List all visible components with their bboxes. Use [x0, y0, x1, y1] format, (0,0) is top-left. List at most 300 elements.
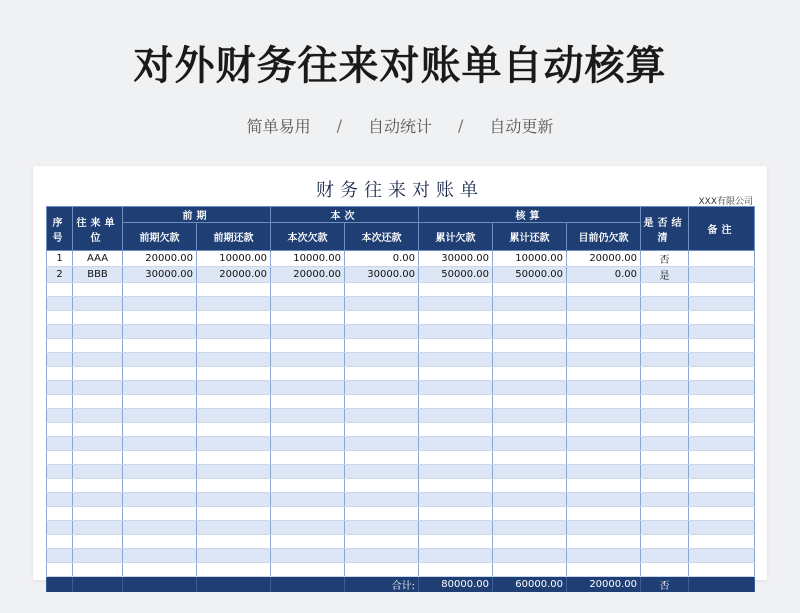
cell-outstanding[interactable] — [567, 437, 641, 451]
cell-current-repay[interactable]: 30000.00 — [345, 267, 419, 283]
cell-prior-debt[interactable]: 20000.00 — [123, 251, 197, 267]
cell-remark[interactable] — [689, 251, 755, 267]
cell-prior-debt[interactable] — [123, 395, 197, 409]
col-header-total-debt[interactable]: 累计欠款 — [419, 223, 493, 251]
cell-current-debt[interactable] — [271, 479, 345, 493]
cell-seq[interactable] — [47, 325, 73, 339]
cell-seq[interactable] — [47, 493, 73, 507]
cell-remark[interactable] — [689, 451, 755, 465]
cell-prior-repay[interactable] — [197, 423, 271, 437]
cell-current-debt[interactable] — [271, 493, 345, 507]
cell-seq[interactable] — [47, 423, 73, 437]
cell-seq[interactable] — [47, 521, 73, 535]
cell-prior-debt[interactable] — [123, 535, 197, 549]
cell-seq[interactable] — [47, 535, 73, 549]
cell-prior-repay[interactable] — [197, 535, 271, 549]
cell-prior-repay[interactable] — [197, 353, 271, 367]
table-row-empty[interactable] — [47, 311, 755, 325]
cell-unit[interactable] — [73, 423, 123, 437]
cell-outstanding[interactable] — [567, 311, 641, 325]
cell-unit[interactable]: BBB — [73, 267, 123, 283]
cell-unit[interactable] — [73, 325, 123, 339]
table-row-empty[interactable] — [47, 535, 755, 549]
cell-total-repay[interactable] — [493, 283, 567, 297]
cell-total-debt[interactable] — [419, 535, 493, 549]
table-row-empty[interactable] — [47, 381, 755, 395]
cell-total-repay[interactable] — [493, 563, 567, 577]
cell-total-repay[interactable] — [493, 367, 567, 381]
cell-total-repay[interactable]: 10000.00 — [493, 251, 567, 267]
cell-total-repay[interactable] — [493, 395, 567, 409]
table-row-empty[interactable] — [47, 493, 755, 507]
cell-unit[interactable] — [73, 395, 123, 409]
cell-total-debt[interactable]: 50000.00 — [419, 267, 493, 283]
cell-seq[interactable] — [47, 409, 73, 423]
cell-remark[interactable] — [689, 521, 755, 535]
cell-total-repay[interactable] — [493, 353, 567, 367]
table-row-empty[interactable] — [47, 367, 755, 381]
cell-remark[interactable] — [689, 311, 755, 325]
cell-seq[interactable]: 2 — [47, 267, 73, 283]
cell-total-repay[interactable] — [493, 339, 567, 353]
table-row-empty[interactable] — [47, 549, 755, 563]
cell-settled[interactable] — [641, 437, 689, 451]
cell-outstanding[interactable]: 20000.00 — [567, 251, 641, 267]
cell-settled[interactable] — [641, 521, 689, 535]
cell-current-repay[interactable] — [345, 311, 419, 325]
cell-current-debt[interactable] — [271, 297, 345, 311]
cell-total-debt[interactable] — [419, 297, 493, 311]
cell-prior-debt[interactable] — [123, 283, 197, 297]
cell-prior-repay[interactable] — [197, 437, 271, 451]
cell-seq[interactable] — [47, 479, 73, 493]
separator: / — [458, 116, 464, 135]
cell-unit[interactable] — [73, 465, 123, 479]
cell-prior-debt[interactable] — [123, 339, 197, 353]
cell-current-repay[interactable] — [345, 451, 419, 465]
cell-total-repay[interactable] — [493, 465, 567, 479]
cell-total-repay[interactable] — [493, 325, 567, 339]
cell-prior-debt[interactable]: 30000.00 — [123, 267, 197, 283]
cell-settled[interactable] — [641, 479, 689, 493]
cell-outstanding[interactable] — [567, 521, 641, 535]
cell-current-debt[interactable]: 20000.00 — [271, 267, 345, 283]
cell-seq[interactable] — [47, 311, 73, 325]
cell-unit[interactable] — [73, 283, 123, 297]
cell-settled[interactable] — [641, 395, 689, 409]
cell-remark[interactable] — [689, 479, 755, 493]
cell-outstanding[interactable] — [567, 563, 641, 577]
cell-current-repay[interactable] — [345, 381, 419, 395]
cell-remark[interactable] — [689, 367, 755, 381]
total-outstanding[interactable]: 20000.00 — [567, 577, 641, 593]
cell-outstanding[interactable] — [567, 367, 641, 381]
cell-prior-repay[interactable] — [197, 521, 271, 535]
cell-current-debt[interactable] — [271, 535, 345, 549]
col-header-current-debt[interactable]: 本次欠款 — [271, 223, 345, 251]
cell-current-repay[interactable] — [345, 395, 419, 409]
total-cell-empty — [47, 577, 73, 593]
cell-unit[interactable] — [73, 353, 123, 367]
table-row-empty[interactable] — [47, 465, 755, 479]
cell-total-repay[interactable] — [493, 549, 567, 563]
cell-outstanding[interactable] — [567, 465, 641, 479]
cell-remark[interactable] — [689, 437, 755, 451]
cell-current-debt[interactable] — [271, 339, 345, 353]
cell-current-repay[interactable] — [345, 493, 419, 507]
cell-prior-repay[interactable] — [197, 563, 271, 577]
cell-remark[interactable] — [689, 409, 755, 423]
cell-prior-debt[interactable] — [123, 367, 197, 381]
cell-outstanding[interactable] — [567, 479, 641, 493]
cell-outstanding[interactable] — [567, 507, 641, 521]
cell-prior-debt[interactable] — [123, 479, 197, 493]
cell-prior-debt[interactable] — [123, 311, 197, 325]
cell-current-debt[interactable] — [271, 549, 345, 563]
table-row-empty[interactable] — [47, 353, 755, 367]
cell-prior-debt[interactable] — [123, 381, 197, 395]
cell-current-debt[interactable] — [271, 311, 345, 325]
cell-remark[interactable] — [689, 353, 755, 367]
cell-unit[interactable] — [73, 479, 123, 493]
cell-unit[interactable] — [73, 535, 123, 549]
cell-current-debt[interactable] — [271, 521, 345, 535]
cell-current-debt[interactable] — [271, 451, 345, 465]
cell-prior-debt[interactable] — [123, 353, 197, 367]
group-header-current[interactable]: 本次 — [271, 207, 419, 223]
cell-remark[interactable] — [689, 549, 755, 563]
cell-current-debt[interactable] — [271, 325, 345, 339]
cell-total-debt[interactable] — [419, 437, 493, 451]
cell-remark[interactable] — [689, 381, 755, 395]
cell-prior-repay[interactable] — [197, 297, 271, 311]
cell-total-repay[interactable] — [493, 451, 567, 465]
cell-outstanding[interactable] — [567, 297, 641, 311]
cell-prior-debt[interactable] — [123, 563, 197, 577]
cell-current-repay[interactable] — [345, 297, 419, 311]
cell-total-debt[interactable] — [419, 381, 493, 395]
total-settled[interactable]: 否 — [641, 577, 689, 593]
cell-prior-debt[interactable] — [123, 451, 197, 465]
cell-unit[interactable] — [73, 339, 123, 353]
cell-settled[interactable] — [641, 297, 689, 311]
cell-seq[interactable] — [47, 549, 73, 563]
cell-unit[interactable] — [73, 521, 123, 535]
cell-prior-repay[interactable] — [197, 311, 271, 325]
cell-total-debt[interactable] — [419, 353, 493, 367]
cell-total-debt[interactable] — [419, 409, 493, 423]
cell-seq[interactable] — [47, 507, 73, 521]
cell-total-debt[interactable] — [419, 339, 493, 353]
cell-current-repay[interactable] — [345, 521, 419, 535]
cell-outstanding[interactable] — [567, 353, 641, 367]
cell-prior-repay[interactable] — [197, 325, 271, 339]
cell-prior-debt[interactable] — [123, 465, 197, 479]
table-row-empty[interactable] — [47, 423, 755, 437]
cell-total-repay[interactable] — [493, 423, 567, 437]
total-cell-empty — [73, 577, 123, 593]
cell-prior-debt[interactable] — [123, 409, 197, 423]
cell-seq[interactable] — [47, 395, 73, 409]
table-row-empty[interactable] — [47, 451, 755, 465]
total-cell-empty — [197, 577, 271, 593]
cell-settled[interactable] — [641, 423, 689, 437]
cell-prior-debt[interactable] — [123, 507, 197, 521]
group-header-audit[interactable]: 核算 — [419, 207, 641, 223]
cell-current-repay[interactable] — [345, 339, 419, 353]
cell-unit[interactable] — [73, 367, 123, 381]
table-row-empty[interactable] — [47, 339, 755, 353]
cell-prior-debt[interactable] — [123, 521, 197, 535]
cell-outstanding[interactable] — [567, 535, 641, 549]
col-header-prior-repay[interactable]: 前期还款 — [197, 223, 271, 251]
cell-total-repay[interactable] — [493, 381, 567, 395]
cell-remark[interactable] — [689, 297, 755, 311]
cell-total-debt[interactable] — [419, 367, 493, 381]
cell-unit[interactable] — [73, 437, 123, 451]
cell-total-debt[interactable] — [419, 563, 493, 577]
cell-settled[interactable] — [641, 549, 689, 563]
cell-settled[interactable]: 否 — [641, 251, 689, 267]
cell-settled[interactable] — [641, 535, 689, 549]
cell-seq[interactable] — [47, 437, 73, 451]
cell-unit[interactable] — [73, 451, 123, 465]
spreadsheet-sheet — [33, 166, 767, 592]
cell-total-repay[interactable] — [493, 297, 567, 311]
cell-remark[interactable] — [689, 493, 755, 507]
cell-current-debt[interactable] — [271, 423, 345, 437]
cell-outstanding[interactable]: 0.00 — [567, 267, 641, 283]
table-row-empty[interactable] — [47, 521, 755, 535]
cell-total-debt[interactable] — [419, 465, 493, 479]
cell-seq[interactable] — [47, 381, 73, 395]
total-repay[interactable]: 60000.00 — [493, 577, 567, 593]
cell-outstanding[interactable] — [567, 381, 641, 395]
cell-prior-repay[interactable] — [197, 381, 271, 395]
cell-current-repay[interactable] — [345, 563, 419, 577]
cell-remark[interactable] — [689, 465, 755, 479]
cell-total-debt[interactable]: 30000.00 — [419, 251, 493, 267]
cell-seq[interactable] — [47, 353, 73, 367]
cell-prior-repay[interactable]: 20000.00 — [197, 267, 271, 283]
cell-total-debt[interactable] — [419, 395, 493, 409]
cell-remark[interactable] — [689, 267, 755, 283]
cell-current-debt[interactable] — [271, 381, 345, 395]
cell-outstanding[interactable] — [567, 423, 641, 437]
col-header-outstanding[interactable]: 目前仍欠款 — [567, 223, 641, 251]
cell-unit[interactable] — [73, 409, 123, 423]
cell-total-repay[interactable] — [493, 409, 567, 423]
cell-settled[interactable] — [641, 507, 689, 521]
cell-total-debt[interactable] — [419, 549, 493, 563]
cell-total-repay[interactable] — [493, 479, 567, 493]
cell-unit[interactable] — [73, 311, 123, 325]
cell-prior-repay[interactable] — [197, 507, 271, 521]
cell-prior-debt[interactable] — [123, 297, 197, 311]
col-header-seq[interactable]: 序号 — [47, 207, 73, 251]
cell-total-debt[interactable] — [419, 451, 493, 465]
cell-current-debt[interactable] — [271, 437, 345, 451]
cell-total-debt[interactable] — [419, 311, 493, 325]
cell-total-repay[interactable] — [493, 311, 567, 325]
cell-seq[interactable] — [47, 465, 73, 479]
cell-remark[interactable] — [689, 507, 755, 521]
table-row-empty[interactable] — [47, 507, 755, 521]
cell-prior-repay[interactable] — [197, 465, 271, 479]
cell-total-debt[interactable] — [419, 479, 493, 493]
cell-prior-repay[interactable] — [197, 367, 271, 381]
cell-current-repay[interactable] — [345, 353, 419, 367]
cell-unit[interactable] — [73, 297, 123, 311]
cell-settled[interactable] — [641, 381, 689, 395]
cell-seq[interactable] — [47, 451, 73, 465]
cell-outstanding[interactable] — [567, 493, 641, 507]
cell-outstanding[interactable] — [567, 409, 641, 423]
cell-outstanding[interactable] — [567, 395, 641, 409]
cell-unit[interactable] — [73, 381, 123, 395]
cell-remark[interactable] — [689, 283, 755, 297]
cell-prior-debt[interactable] — [123, 549, 197, 563]
cell-seq[interactable] — [47, 563, 73, 577]
col-header-settled[interactable]: 是否结清 — [641, 207, 689, 251]
cell-current-repay[interactable] — [345, 325, 419, 339]
cell-settled[interactable] — [641, 451, 689, 465]
cell-prior-repay[interactable] — [197, 283, 271, 297]
cell-settled[interactable] — [641, 339, 689, 353]
cell-seq[interactable] — [47, 367, 73, 381]
cell-total-repay[interactable]: 50000.00 — [493, 267, 567, 283]
cell-total-debt[interactable] — [419, 325, 493, 339]
cell-total-repay[interactable] — [493, 507, 567, 521]
table-row-empty[interactable] — [47, 437, 755, 451]
cell-total-debt[interactable] — [419, 521, 493, 535]
table-row-empty[interactable] — [47, 325, 755, 339]
cell-prior-debt[interactable] — [123, 493, 197, 507]
cell-current-repay[interactable] — [345, 283, 419, 297]
cell-current-repay[interactable] — [345, 409, 419, 423]
cell-remark[interactable] — [689, 395, 755, 409]
cell-unit[interactable] — [73, 507, 123, 521]
cell-prior-debt[interactable] — [123, 423, 197, 437]
cell-total-debt[interactable] — [419, 507, 493, 521]
cell-seq[interactable] — [47, 297, 73, 311]
cell-settled[interactable] — [641, 353, 689, 367]
table-row-empty[interactable] — [47, 409, 755, 423]
cell-prior-repay[interactable] — [197, 479, 271, 493]
cell-total-repay[interactable] — [493, 437, 567, 451]
cell-outstanding[interactable] — [567, 451, 641, 465]
cell-remark[interactable] — [689, 339, 755, 353]
cell-remark[interactable] — [689, 325, 755, 339]
cell-seq[interactable] — [47, 283, 73, 297]
cell-current-repay[interactable] — [345, 549, 419, 563]
cell-settled[interactable] — [641, 325, 689, 339]
cell-prior-repay[interactable] — [197, 451, 271, 465]
cell-total-debt[interactable] — [419, 283, 493, 297]
cell-current-repay[interactable] — [345, 367, 419, 381]
cell-prior-repay[interactable] — [197, 409, 271, 423]
cell-settled[interactable] — [641, 283, 689, 297]
cell-settled[interactable] — [641, 311, 689, 325]
cell-seq[interactable]: 1 — [47, 251, 73, 267]
cell-prior-repay[interactable] — [197, 549, 271, 563]
col-header-remark[interactable]: 备注 — [689, 207, 755, 251]
cell-settled[interactable] — [641, 465, 689, 479]
cell-current-debt[interactable] — [271, 395, 345, 409]
cell-current-debt[interactable] — [271, 409, 345, 423]
cell-current-repay[interactable] — [345, 437, 419, 451]
cell-remark[interactable] — [689, 535, 755, 549]
table-row[interactable] — [47, 251, 755, 267]
cell-settled[interactable] — [641, 563, 689, 577]
table-row[interactable] — [47, 267, 755, 283]
cell-unit[interactable] — [73, 549, 123, 563]
cell-current-repay[interactable] — [345, 535, 419, 549]
cell-outstanding[interactable] — [567, 549, 641, 563]
page-title: 对外财务往来对账单自动核算 — [133, 43, 667, 89]
cell-current-repay[interactable] — [345, 507, 419, 521]
cell-current-debt[interactable] — [271, 507, 345, 521]
cell-current-debt[interactable] — [271, 367, 345, 381]
cell-prior-repay[interactable] — [197, 395, 271, 409]
cell-unit[interactable] — [73, 563, 123, 577]
cell-current-repay[interactable] — [345, 423, 419, 437]
cell-total-debt[interactable] — [419, 423, 493, 437]
table-row-empty[interactable] — [47, 283, 755, 297]
table-row-empty[interactable] — [47, 395, 755, 409]
cell-prior-repay[interactable] — [197, 493, 271, 507]
cell-outstanding[interactable] — [567, 325, 641, 339]
cell-unit[interactable] — [73, 493, 123, 507]
cell-current-debt[interactable] — [271, 465, 345, 479]
cell-remark[interactable] — [689, 423, 755, 437]
cell-current-debt[interactable] — [271, 283, 345, 297]
table-row-empty[interactable] — [47, 297, 755, 311]
cell-seq[interactable] — [47, 339, 73, 353]
col-header-prior-debt[interactable]: 前期欠款 — [123, 223, 197, 251]
col-header-current-repay[interactable]: 本次还款 — [345, 223, 419, 251]
cell-current-repay[interactable]: 0.00 — [345, 251, 419, 267]
col-header-total-repay[interactable]: 累计还款 — [493, 223, 567, 251]
cell-settled[interactable] — [641, 493, 689, 507]
cell-remark[interactable] — [689, 563, 755, 577]
cell-prior-debt[interactable] — [123, 437, 197, 451]
cell-prior-debt[interactable] — [123, 325, 197, 339]
cell-total-repay[interactable] — [493, 493, 567, 507]
cell-current-repay[interactable] — [345, 465, 419, 479]
table-row-empty[interactable] — [47, 479, 755, 493]
cell-current-debt[interactable]: 10000.00 — [271, 251, 345, 267]
cell-current-debt[interactable] — [271, 563, 345, 577]
cell-settled[interactable]: 是 — [641, 267, 689, 283]
cell-settled[interactable] — [641, 409, 689, 423]
cell-current-debt[interactable] — [271, 353, 345, 367]
cell-outstanding[interactable] — [567, 339, 641, 353]
cell-outstanding[interactable] — [567, 283, 641, 297]
group-header-prior[interactable]: 前期 — [123, 207, 271, 223]
cell-prior-repay[interactable] — [197, 339, 271, 353]
table-row-empty[interactable] — [47, 563, 755, 577]
cell-total-debt[interactable] — [419, 493, 493, 507]
cell-prior-repay[interactable]: 10000.00 — [197, 251, 271, 267]
cell-settled[interactable] — [641, 367, 689, 381]
cell-unit[interactable]: AAA — [73, 251, 123, 267]
cell-total-repay[interactable] — [493, 521, 567, 535]
col-header-unit[interactable]: 往来单位 — [73, 207, 123, 251]
total-debt[interactable]: 80000.00 — [419, 577, 493, 593]
cell-total-repay[interactable] — [493, 535, 567, 549]
cell-current-repay[interactable] — [345, 479, 419, 493]
